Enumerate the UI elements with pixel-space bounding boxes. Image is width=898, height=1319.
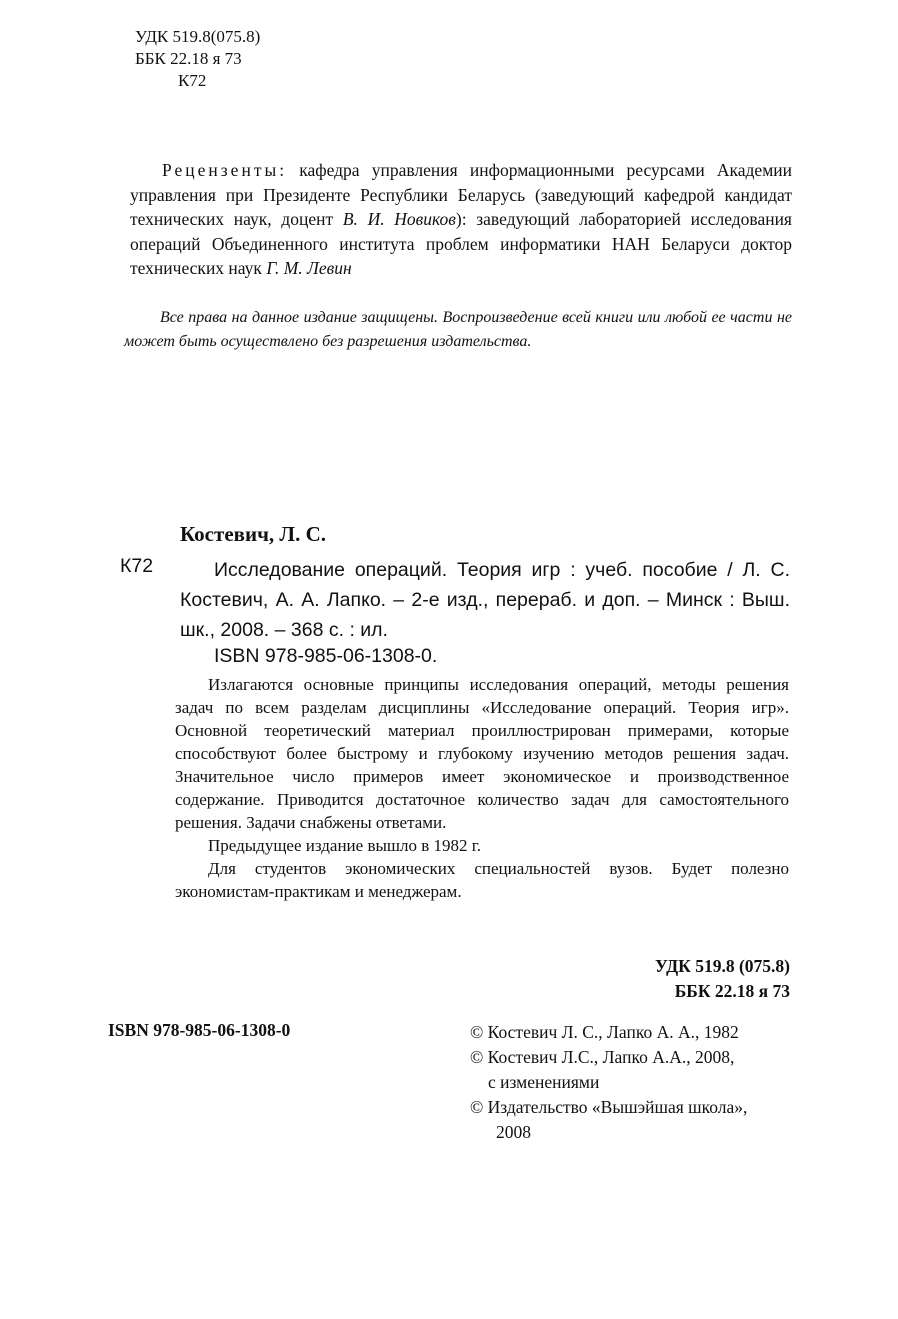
reviewers-text-1: кафедра управления информационными ресурсами Академии управления при Президенте Республики Беларусь (заведующий кафедрой кандидат технических наук, доцент (130, 160, 792, 229)
copyright-2-line-2: с изменениями (488, 1072, 600, 1092)
bib-description-block (180, 555, 790, 645)
rights-notice (124, 306, 792, 354)
bib-author: Костевич, Л. С. (180, 522, 326, 546)
abstract-paragraph-1: Излагаются основные принципы исследования операций, методы решения задач по всем разделам дисциплины «Исследование операций. Теория игр». Основной теоретический материал проиллюстрирован примерами, которые способствуют более быстрому и глубокому изучению методов решения задач. Значительное число примеров имеет экономическое и производственное содержание. Приводится достаточное количество задач для самостоятельного решения. Задачи снабжены ответами. (175, 675, 789, 832)
author-mark: К72 (178, 71, 207, 90)
copyright-block (470, 1020, 800, 1145)
abstract-paragraph-2: Предыдущее издание вышло в 1982 г. (208, 836, 482, 855)
abstract-paragraph-3: Для студентов экономических специальностей вузов. Будет полезно экономистам-практикам и менеджерам. (175, 859, 789, 901)
reviewer-name-1: В. И. Новиков (342, 209, 456, 229)
copyright-3-line-2: 2008 (496, 1122, 531, 1142)
classification-bbk: ББК 22.18 я 73 (674, 981, 790, 1001)
reviewers-block (130, 158, 792, 281)
classification-udk: УДК 519.8 (075.8) (655, 956, 790, 976)
bib-isbn: ISBN 978-985-06-1308-0. (214, 645, 438, 667)
classification-block (655, 954, 790, 1004)
reviewers-text-2: ): заведующий лабораторией исследования операций Объединенного института проблем информатики НАН Беларуси доктор технических наук (130, 209, 792, 278)
reviewers-paragraph (130, 158, 792, 281)
bbk-code: ББК 22.18 я 73 (135, 49, 242, 68)
bib-description: Исследование операций. Теория игр : учеб. пособие / Л. С. Костевич, А. А. Лапко. – 2-е изд., перераб. и доп. – Минск : Выш. шк., 2008. – 368 с. : ил. (180, 559, 790, 641)
copyright-1: © Костевич Л. С., Лапко А. А., 1982 (470, 1022, 739, 1042)
reviewer-name-2: Г. М. Левин (266, 258, 352, 278)
header-codes (135, 26, 260, 92)
udk-code: УДК 519.8(075.8) (135, 27, 261, 46)
copyright-2-line-1: © Костевич Л.С., Лапко А.А., 2008, (470, 1047, 735, 1067)
copyright-3-line-1: © Издательство «Вышэйшая школа», (470, 1097, 748, 1117)
reviewers-label: Рецензенты: (162, 160, 288, 180)
bib-index: К72 (120, 555, 154, 577)
isbn-bold: ISBN 978-985-06-1308-0 (108, 1020, 291, 1040)
rights-text: Все права на данное издание защищены. Воспроизведение всей книги или любой ее части не может быть осуществлено без разрешения издательства. (124, 309, 792, 350)
abstract-block (175, 673, 789, 903)
